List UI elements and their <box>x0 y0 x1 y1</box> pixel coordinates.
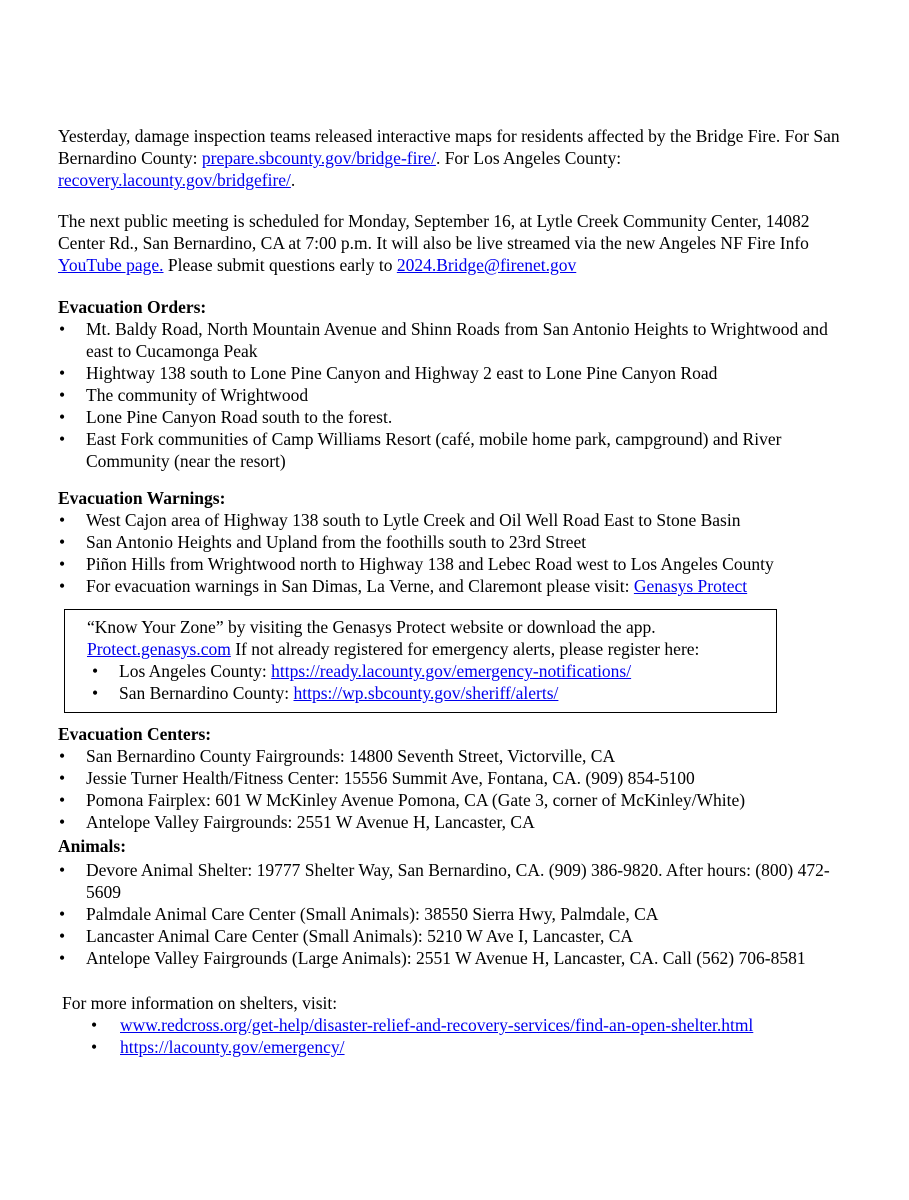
evacuation-warnings-list <box>58 509 848 597</box>
meeting-text-2: Please submit questions early to <box>163 255 397 275</box>
list-item: • Mt. Baldy Road, North Mountain Avenue and Shinn Roads from San Antonio Heights to Wrightwood and east to Cucamonga Peak <box>58 318 848 362</box>
intro-text-3: . <box>290 170 296 190</box>
evacuation-orders-list <box>58 318 848 472</box>
list-item: • Piñon Hills from Wrightwood north to Highway 138 and Lebec Road west to Los Angeles County <box>58 553 848 575</box>
know-your-zone-text <box>87 616 767 660</box>
meeting-text-1: The next public meeting is scheduled for Monday, September 16, at Lytle Creek Community Center, 14082 Center Rd., San Bernardino, CA at 7:00 p.m. It will also be live streamed via the new Angeles NF Fire Info <box>58 211 810 253</box>
list-item <box>90 1014 753 1036</box>
intro-paragraph <box>58 125 858 191</box>
list-item: • Antelope Valley Fairgrounds (Large Animals): 2551 W Avenue H, Lancaster, CA. Call (562) 706-8581 <box>58 947 848 969</box>
list-item: • Hightway 138 south to Lone Pine Canyon and Highway 2 east to Lone Pine Canyon Road <box>58 362 848 384</box>
lacounty-bridgefire-link[interactable]: recovery.lacounty.gov/bridgefire/ <box>58 170 291 190</box>
list-item: • Pomona Fairplex: 601 W McKinley Avenue Pomona, CA (Gate 3, corner of McKinley/White) <box>58 789 848 811</box>
protect-genasys-link[interactable]: Protect.genasys.com <box>87 639 231 659</box>
genasys-protect-link[interactable]: Genasys Protect <box>633 576 748 596</box>
list-item <box>58 575 848 597</box>
shelters-info-text: For more information on shelters, visit: <box>62 993 338 1013</box>
know-your-zone-box <box>64 609 777 713</box>
list-item: • Palmdale Animal Care Center (Small Animals): 38550 Sierra Hwy, Palmdale, CA <box>58 903 848 925</box>
list-item: • The community of Wrightwood <box>58 384 848 406</box>
list-item: • San Antonio Heights and Upland from the foothills south to 23rd Street <box>58 531 848 553</box>
evacuation-centers-heading: Evacuation Centers: <box>58 724 212 744</box>
animals-list <box>58 859 848 969</box>
list-item: • San Bernardino County Fairgrounds: 14800 Seventh Street, Victorville, CA <box>58 745 848 767</box>
youtube-page-link[interactable]: YouTube page. <box>58 255 164 275</box>
evacuation-warnings-heading: Evacuation Warnings: <box>58 488 226 508</box>
list-item: • Jessie Turner Health/Fitness Center: 15556 Summit Ave, Fontana, CA. (909) 854-5100 <box>58 767 848 789</box>
animals-heading: Animals: <box>58 836 127 856</box>
sbcounty-bridge-fire-link[interactable]: prepare.sbcounty.gov/bridge-fire/ <box>201 148 436 168</box>
sb-county-label: San Bernardino County: <box>119 683 294 703</box>
intro-text-2: . For Los Angeles County: <box>435 148 622 168</box>
list-item <box>90 1036 753 1058</box>
sb-county-alerts-link[interactable]: https://wp.sbcounty.gov/sheriff/alerts/ <box>293 683 559 703</box>
zone-text-2: If not already registered for emergency alerts, please register here: <box>230 639 700 659</box>
list-item: • East Fork communities of Camp Williams Resort (café, mobile home park, campground) and River Community (near the resort) <box>58 428 848 472</box>
bridge-email-link[interactable]: 2024.Bridge@firenet.gov <box>396 255 577 275</box>
alert-registration-list <box>91 660 631 704</box>
list-item: • Devore Animal Shelter: 19777 Shelter Way, San Bernardino, CA. (909) 386-9820. After hours: (800) 472-5609 <box>58 859 848 903</box>
lacounty-emergency-link[interactable]: https://lacounty.gov/emergency/ <box>120 1037 345 1057</box>
list-item: • West Cajon area of Highway 138 south to Lytle Creek and Oil Well Road East to Stone Basin <box>58 509 848 531</box>
intro-text-1: Yesterday, damage inspection teams released interactive maps for residents affected by the Bridge Fire. For San Bernardino County: <box>58 126 840 168</box>
warning-visit-text: For evacuation warnings in San Dimas, La Verne, and Claremont please visit: <box>86 576 634 596</box>
redcross-shelter-link[interactable]: www.redcross.org/get-help/disaster-relief-and-recovery-services/find-an-open-shelter.html <box>120 1015 754 1035</box>
list-item: • Lone Pine Canyon Road south to the forest. <box>58 406 848 428</box>
zone-text-1: “Know Your Zone” by visiting the Genasys Protect website or download the app. <box>87 617 656 637</box>
list-item <box>91 660 631 682</box>
la-county-alerts-link[interactable]: https://ready.lacounty.gov/emergency-notifications/ <box>271 661 632 681</box>
shelters-links-list <box>90 1014 753 1058</box>
evacuation-orders-heading: Evacuation Orders: <box>58 297 207 317</box>
la-county-label: Los Angeles County: <box>119 661 272 681</box>
list-item: • Antelope Valley Fairgrounds: 2551 W Avenue H, Lancaster, CA <box>58 811 848 833</box>
list-item <box>91 682 631 704</box>
meeting-paragraph <box>58 210 858 276</box>
evacuation-centers-list <box>58 745 848 833</box>
list-item: • Lancaster Animal Care Center (Small Animals): 5210 W Ave I, Lancaster, CA <box>58 925 848 947</box>
